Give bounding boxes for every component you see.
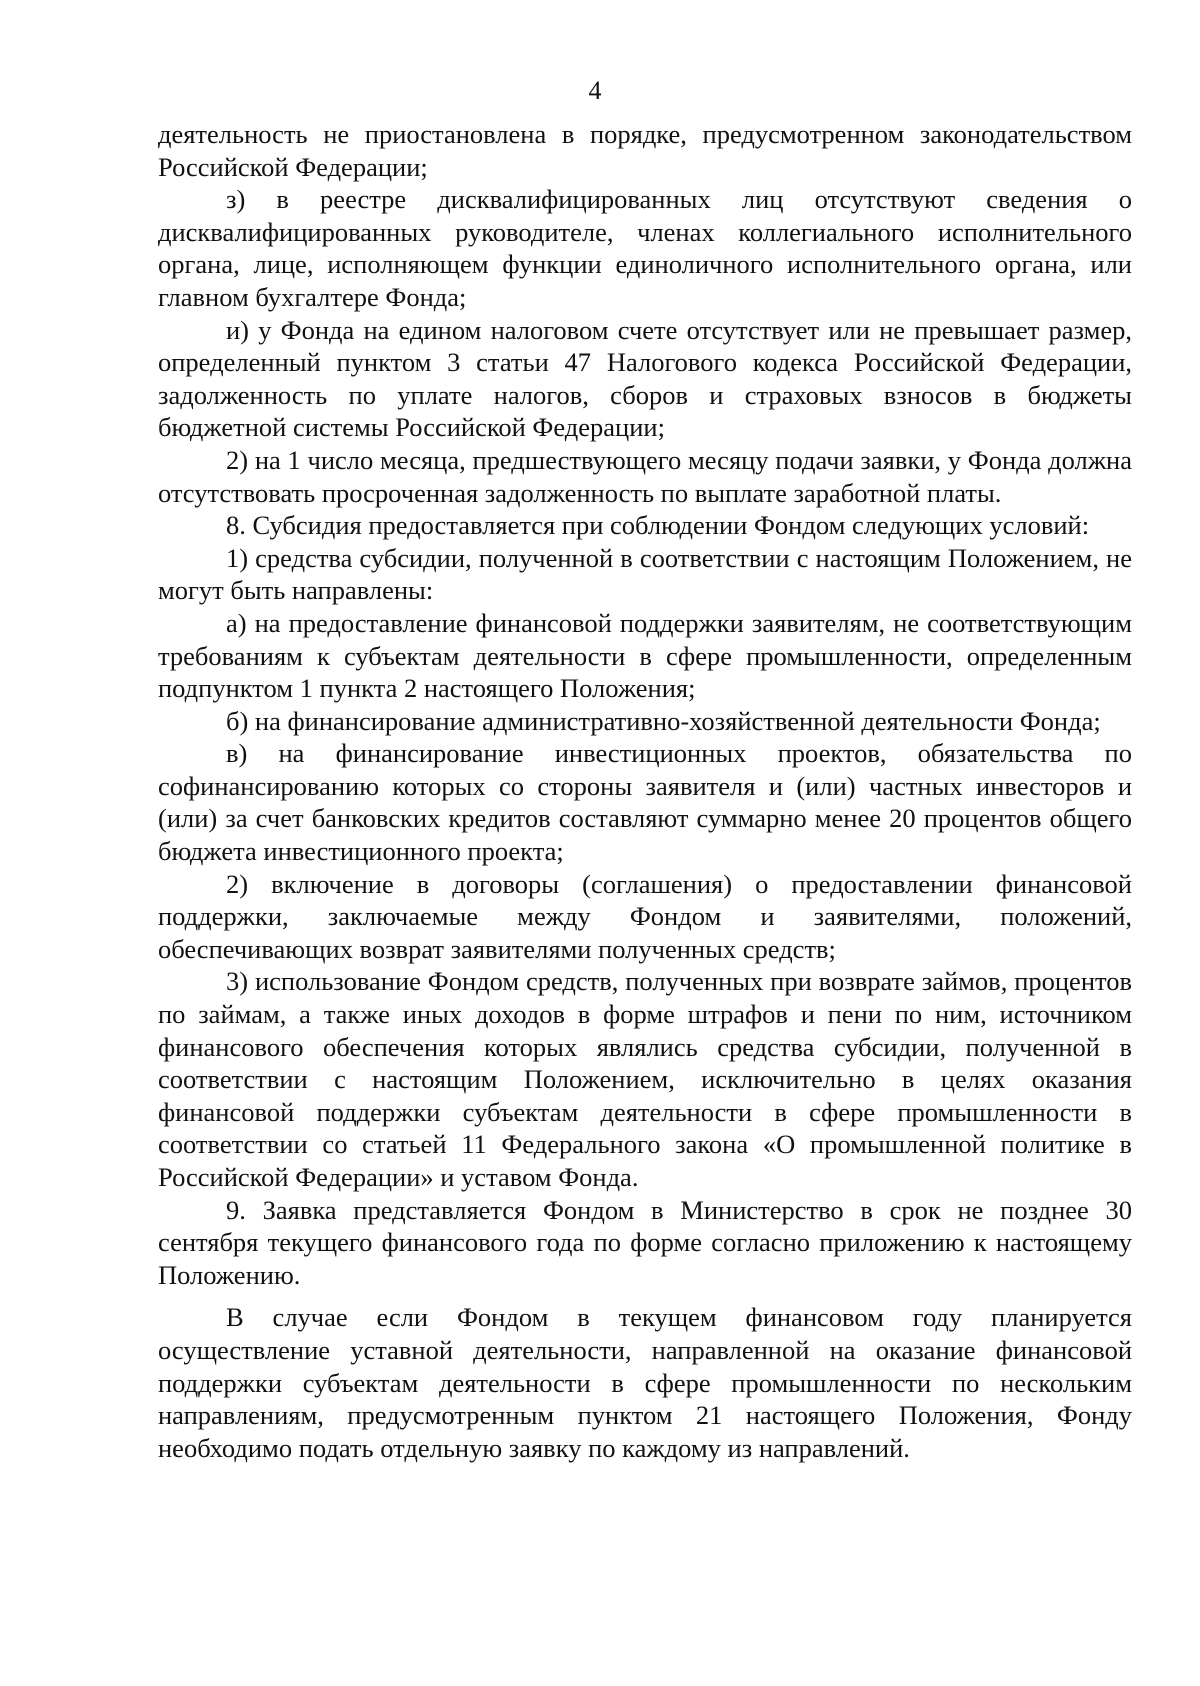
paragraph: 8. Субсидия предоставляется при соблюдении Фондом следующих условий:: [226, 510, 1090, 541]
paragraph: и) у Фонда на едином налоговом счете отсутствует или не превышает размер, определенный пунктом 3 статьи 47 Налогового кодекса Российской Федерации, задолженность по уплате налогов, сборов и страховых взносов в бюджеты бюджетной системы Российской Федерации;: [158, 314, 1132, 443]
paragraph: 3) использование Фондом средств, полученных при возврате займов, процентов по займам, а также иных доходов в форме штрафов и пени по ним, источником финансового обеспечения которых являлись средства субсидии, полученной в соответствии с настоящим Положением, исключительно в целях оказания финансовой поддержки субъектам деятельности в сфере промышленности в соответствии со статьей 11 Федерального закона «О промышленной политике в Российской Федерации» и уставом Фонда.: [158, 966, 1132, 1192]
paragraph: в) на финансирование инвестиционных проектов, обязательства по софинансированию которых со стороны заявителя и (или) частных инвесторов и (или) за счет банковских кредитов составляют суммарно менее 20 процентов общего бюджета инвестиционного проекта;: [158, 738, 1132, 867]
paragraph: деятельность не приостановлена в порядке, предусмотренном законодательством Российской Федерации;: [158, 119, 1132, 182]
page-number: 4: [588, 76, 602, 105]
paragraph: 1) средства субсидии, полученной в соответствии с настоящим Положением, не могут быть направлены:: [158, 542, 1132, 606]
paragraph: а) на предоставление финансовой поддержки заявителям, не соответствующим требованиям к субъектам деятельности в сфере промышленности, определенным подпунктом 1 пункта 2 настоящего Положения;: [158, 607, 1132, 704]
paragraph: 2) включение в договоры (соглашения) о предоставлении финансовой поддержки, заключаемые между Фондом и заявителями, положений, обеспечивающих возврат заявителями полученных средств;: [158, 868, 1132, 964]
paragraph: 2) на 1 число месяца, предшествующего месяцу подачи заявки, у Фонда должна отсутствовать просроченная задолженность по выплате заработной платы.: [158, 444, 1132, 508]
paragraph: В случае если Фондом в текущем финансовом году планируется осуществление уставной деятельности, направленной на оказание финансовой поддержки субъектам деятельности в сфере промышленности по нескольким направлениям, предусмотренным пунктом 21 настоящего Положения, Фонду необходимо подать отдельную заявку по каждому из направлений.: [158, 1302, 1132, 1463]
paragraph: з) в реестре дисквалифицированных лиц отсутствуют сведения о дисквалифицированных руководителе, членах коллегиального исполнительного органа, лице, исполняющем функции единоличного исполнительного органа, или главном бухгалтере Фонда;: [158, 184, 1132, 312]
paragraph: 9. Заявка представляется Фондом в Министерство в срок не позднее 30 сентября текущего финансового года по форме согласно приложению к настоящему Положению.: [158, 1194, 1132, 1290]
document-body: [158, 118, 1132, 1464]
paragraph: б) на финансирование административно-хозяйственной деятельности Фонда;: [226, 705, 1101, 736]
